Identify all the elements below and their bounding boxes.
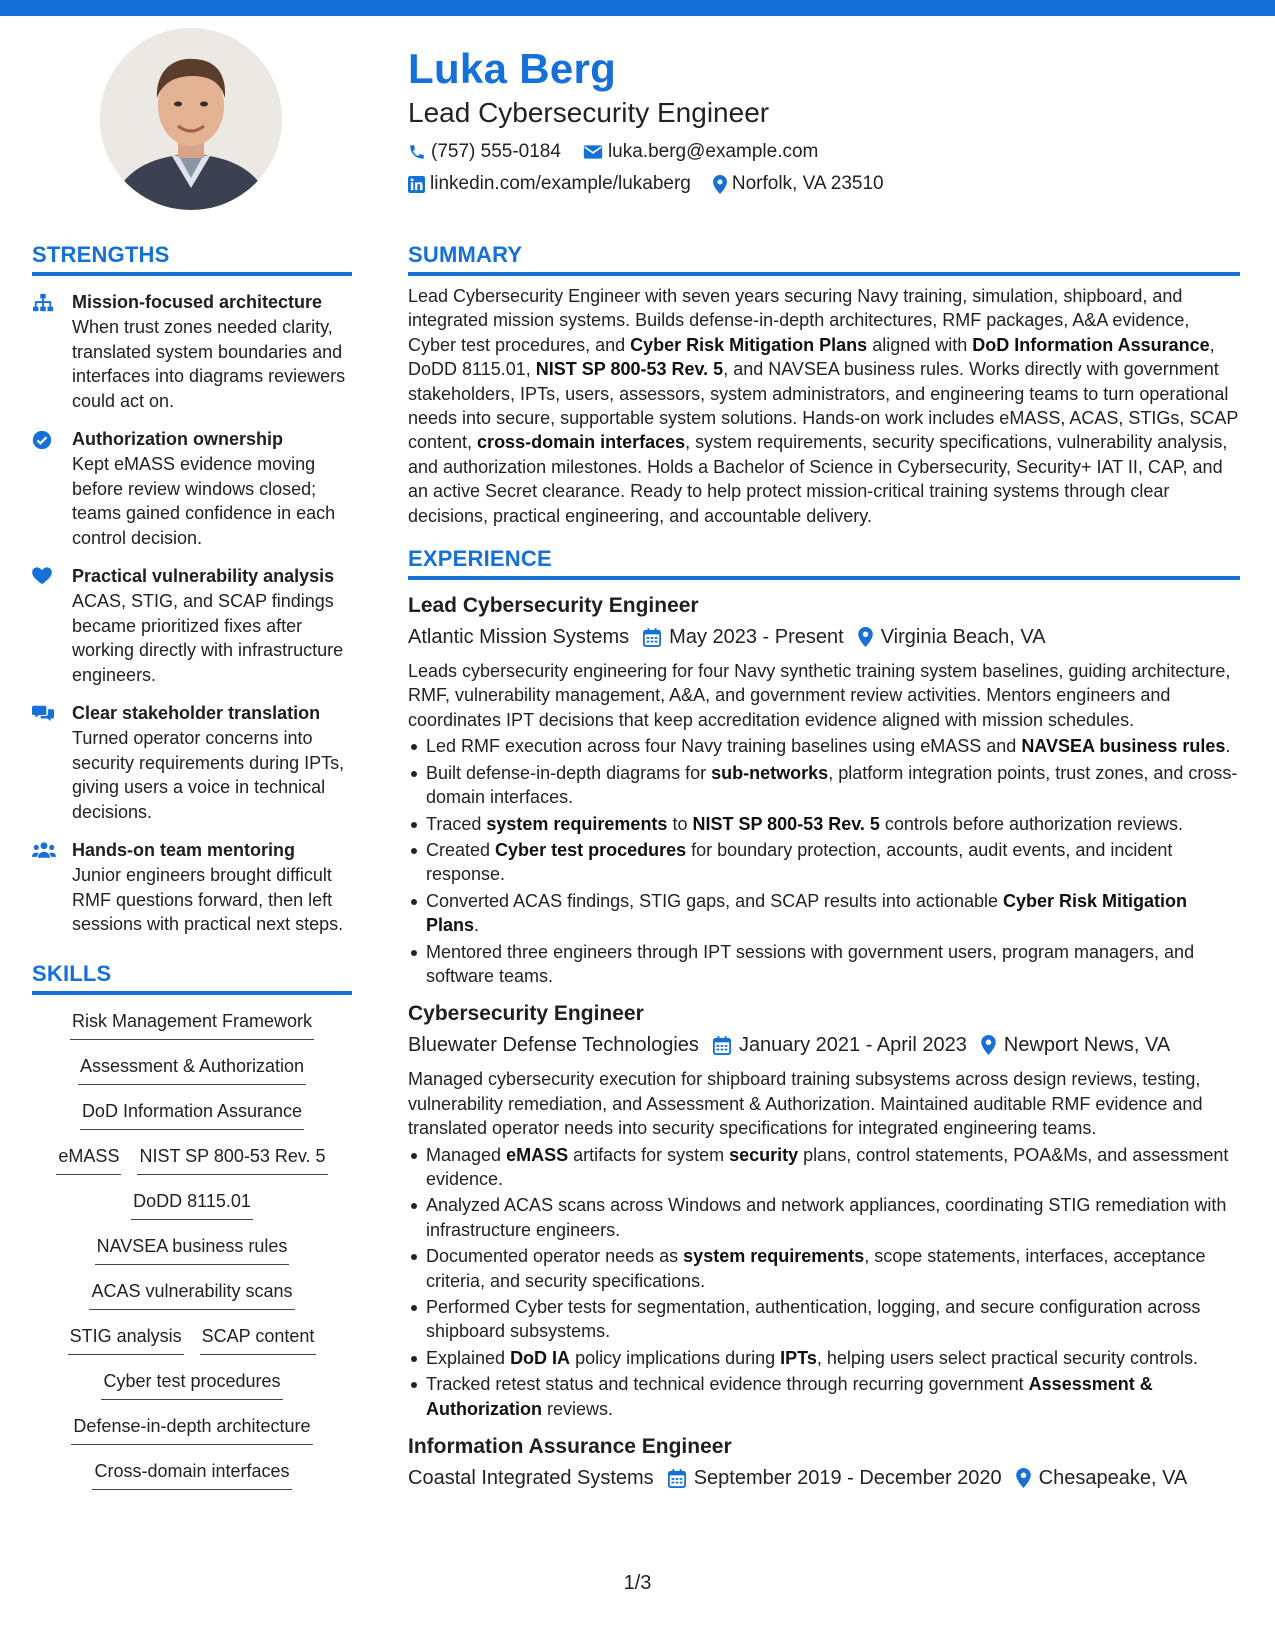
job-description: Leads cybersecurity engineering for four Navy synthetic training system baselines, guiding architecture, RMF, vulnerability management, A&A, and government review activities. Mentors engineers and coordinates IPT decisions that keep accreditation evidence aligned with mission schedules. bbox=[408, 661, 1231, 730]
candidate-name: Luka Berg bbox=[408, 45, 617, 92]
text-segment: policy implications during bbox=[570, 1347, 781, 1368]
skill-cyber-test-procedures: Cyber test procedures bbox=[101, 1367, 282, 1400]
skill-cross-domain-interfaces: Cross-domain interfaces bbox=[92, 1457, 291, 1490]
strength-description: Turned operator concerns into security requirements during IPTs, giving users a voice in technical decisions. bbox=[72, 728, 345, 822]
skill-nist-sp-800-53-rev-5: NIST SP 800-53 Rev. 5 bbox=[137, 1142, 327, 1175]
skill-navsea-business-rules: NAVSEA business rules bbox=[95, 1232, 290, 1265]
job-bullet bbox=[408, 761, 1240, 810]
text-segment: , helping users select practical security controls. bbox=[816, 1347, 1199, 1368]
text-segment: reviews. bbox=[541, 1398, 613, 1419]
text-segment: . bbox=[474, 915, 480, 936]
job-bullet bbox=[408, 1346, 1240, 1370]
strength-text bbox=[72, 290, 352, 413]
email-contact[interactable] bbox=[583, 136, 818, 168]
linkedin-contact[interactable] bbox=[408, 168, 691, 200]
job-entry bbox=[408, 1433, 1240, 1494]
bold-phrase: NIST SP 800-53 Rev. 5 bbox=[535, 359, 724, 380]
text-segment: , DoDD 8115.01, bbox=[408, 334, 1215, 380]
job-bullet bbox=[408, 1193, 1240, 1242]
bold-phrase: Cyber test procedures bbox=[495, 839, 687, 860]
skill-row bbox=[32, 1277, 352, 1322]
skill-row bbox=[32, 1097, 352, 1142]
text-segment: Tracked retest status and technical evidence through recurring government bbox=[426, 1374, 1029, 1395]
strength-description: ACAS, STIG, and SCAP findings became prioritized fixes after working directly with infrastructure engineers. bbox=[72, 591, 344, 685]
bold-phrase: cross-domain interfaces bbox=[477, 432, 686, 453]
bold-phrase: Cyber Risk Mitigation Plans bbox=[426, 890, 1188, 936]
right-column bbox=[408, 242, 1240, 1494]
text-segment: , platform integration points, trust zones, and cross-domain interfaces. bbox=[426, 762, 1238, 808]
email-text: luka.berg@example.com bbox=[607, 141, 819, 162]
job-bullet bbox=[408, 1295, 1240, 1344]
location-text: Norfolk, VA 23510 bbox=[731, 173, 884, 194]
strength-text bbox=[72, 564, 352, 687]
bold-phrase: sub-networks bbox=[711, 762, 829, 783]
text-segment: to bbox=[667, 813, 693, 834]
candidate-title: Lead Cybersecurity Engineer bbox=[408, 97, 770, 128]
skills-heading: SKILLS bbox=[32, 961, 352, 995]
strength-text bbox=[72, 838, 352, 937]
job-bullets bbox=[408, 734, 1240, 988]
strength-title: Mission-focused architecture bbox=[72, 292, 323, 312]
text-segment: , system requirements, security specifications, vulnerability analysis, and authorization milestones. Holds a Bachelor of Science in Cybersecurity, Security+ IAT II, CAP, and an active Secret clearance. Ready to help protect mission-critical training systems through clear decisions, practical engineering, and accountable delivery. bbox=[408, 432, 1228, 526]
bold-phrase: system requirements bbox=[486, 813, 668, 834]
users-icon bbox=[32, 838, 72, 937]
skill-assessment-authorization: Assessment & Authorization bbox=[78, 1052, 306, 1085]
text-segment: Built defense-in-depth diagrams for bbox=[426, 762, 712, 783]
text-segment: aligned with bbox=[867, 334, 973, 355]
skill-emass: eMASS bbox=[56, 1142, 121, 1175]
job-entry bbox=[408, 1000, 1240, 1421]
heart-icon bbox=[32, 564, 72, 687]
job-bullets bbox=[408, 1143, 1240, 1421]
experience-list bbox=[408, 592, 1240, 1494]
skill-row bbox=[32, 1367, 352, 1412]
calendar-icon bbox=[713, 1036, 731, 1055]
skill-risk-management-framework: Risk Management Framework bbox=[70, 1007, 314, 1040]
strength-title: Hands-on team mentoring bbox=[72, 840, 296, 860]
skill-row bbox=[32, 1412, 352, 1457]
strengths-list bbox=[32, 290, 352, 937]
skill-acas-vulnerability-scans: ACAS vulnerability scans bbox=[89, 1277, 294, 1310]
envelope-icon bbox=[583, 144, 603, 160]
strength-item bbox=[32, 427, 352, 550]
page-number: 1/3 bbox=[623, 1572, 652, 1594]
strength-item bbox=[32, 290, 352, 413]
calendar-icon bbox=[643, 628, 661, 647]
skill-scap-content: SCAP content bbox=[200, 1322, 317, 1355]
text-segment: Explained bbox=[426, 1347, 511, 1368]
job-bullet bbox=[408, 1244, 1240, 1293]
map-pin-icon bbox=[981, 1035, 996, 1055]
job-entry bbox=[408, 592, 1240, 988]
job-bullet bbox=[408, 734, 1240, 758]
strength-description: When trust zones needed clarity, translated system boundaries and interfaces into diagrams reviewers could act on. bbox=[72, 317, 346, 411]
job-meta bbox=[408, 621, 1240, 653]
text-segment: Lead Cybersecurity Engineer with seven years securing Navy training, simulation, shipboard, and integrated mission systems. Builds defense-in-depth architectures, RMF packages, A&A evidence, Cyber test procedures, and bbox=[408, 286, 1190, 355]
contact-row-1 bbox=[408, 136, 1238, 168]
skill-dod-information-assurance: DoD Information Assurance bbox=[80, 1097, 304, 1130]
text-segment: for boundary protection, accounts, audit events, and incident response. bbox=[426, 839, 1173, 885]
strengths-heading: STRENGTHS bbox=[32, 242, 352, 276]
profile-photo bbox=[100, 28, 282, 210]
text-segment: Documented operator needs as bbox=[426, 1246, 684, 1267]
text-segment: Managed bbox=[426, 1144, 507, 1165]
job-bullet bbox=[408, 940, 1240, 989]
job-dates-text: January 2021 - April 2023 bbox=[738, 1034, 967, 1057]
text-segment: Performed Cyber tests for segmentation, authentication, logging, and secure configuration across shipboard subsystems. bbox=[426, 1297, 1201, 1342]
text-segment: . bbox=[1225, 736, 1231, 757]
job-location bbox=[1016, 1462, 1188, 1494]
job-location bbox=[858, 621, 1046, 653]
job-title: Cybersecurity Engineer bbox=[408, 1002, 644, 1026]
strength-description: Junior engineers brought difficult RMF questions forward, then left sessions with practical next steps. bbox=[72, 865, 344, 934]
job-dates-text: September 2019 - December 2020 bbox=[693, 1467, 1002, 1490]
strength-text bbox=[72, 701, 352, 824]
text-segment: Mentored three engineers through IPT sessions with government users, program managers, and software teams. bbox=[426, 941, 1195, 986]
skill-row bbox=[32, 1322, 352, 1367]
text-segment: artifacts for system bbox=[568, 1144, 730, 1165]
sitemap-icon bbox=[32, 290, 72, 413]
job-dates bbox=[643, 621, 844, 653]
job-title: Lead Cybersecurity Engineer bbox=[408, 594, 699, 618]
skill-row bbox=[32, 1052, 352, 1097]
calendar-icon bbox=[668, 1469, 686, 1488]
job-description: Managed cybersecurity execution for shipboard training subsystems across design reviews, testing, vulnerability remediation, and Assessment & Authorization. Maintained auditable RMF evidence and translated operator needs into security specifications for integrated engineering teams. bbox=[408, 1069, 1203, 1139]
skill-dodd-8115-01: DoDD 8115.01 bbox=[131, 1187, 253, 1220]
skills-list bbox=[32, 1007, 352, 1502]
strength-item bbox=[32, 564, 352, 687]
strength-text bbox=[72, 427, 352, 550]
strength-title: Clear stakeholder translation bbox=[72, 703, 321, 723]
bold-phrase: NIST SP 800-53 Rev. 5 bbox=[692, 813, 880, 834]
contact-row-2 bbox=[408, 168, 1238, 200]
left-column bbox=[32, 242, 352, 1502]
location-contact bbox=[713, 168, 884, 200]
job-bullet bbox=[408, 812, 1240, 836]
text-segment: plans, control statements, POA&Ms, and assessment evidence. bbox=[426, 1144, 1229, 1189]
summary-heading: SUMMARY bbox=[408, 242, 1240, 276]
experience-heading: EXPERIENCE bbox=[408, 546, 1240, 580]
job-dates bbox=[713, 1029, 967, 1061]
job-bullet bbox=[408, 838, 1240, 887]
job-bullet bbox=[408, 1372, 1240, 1421]
job-company: Bluewater Defense Technologies bbox=[408, 1034, 699, 1057]
job-meta bbox=[408, 1029, 1240, 1061]
job-dates bbox=[668, 1462, 1002, 1494]
job-dates-text: May 2023 - Present bbox=[669, 626, 844, 649]
skill-row bbox=[32, 1142, 352, 1187]
linkedin-icon bbox=[408, 176, 425, 193]
job-location-text: Virginia Beach, VA bbox=[880, 626, 1046, 649]
skill-row bbox=[32, 1007, 352, 1052]
job-company: Atlantic Mission Systems bbox=[408, 626, 630, 649]
bold-phrase: NAVSEA business rules bbox=[1021, 736, 1226, 757]
top-accent-bar bbox=[0, 0, 1275, 16]
bold-phrase: IPTs bbox=[780, 1347, 817, 1368]
strength-item bbox=[32, 701, 352, 824]
bold-phrase: security bbox=[729, 1144, 799, 1165]
strength-description: Kept eMASS evidence moving before review windows closed; teams gained confidence in each control decision. bbox=[72, 454, 336, 548]
bold-phrase: Cyber Risk Mitigation Plans bbox=[630, 334, 868, 355]
bold-phrase: DoD IA bbox=[510, 1347, 571, 1368]
skill-row bbox=[32, 1457, 352, 1502]
skill-row bbox=[32, 1232, 352, 1277]
job-location bbox=[981, 1029, 1170, 1061]
job-company: Coastal Integrated Systems bbox=[408, 1467, 654, 1490]
text-segment: Converted ACAS findings, STIG gaps, and SCAP results into actionable bbox=[426, 890, 1003, 911]
phone-icon bbox=[408, 143, 426, 161]
strength-item bbox=[32, 838, 352, 937]
bold-phrase: DoD Information Assurance bbox=[972, 334, 1210, 355]
strength-title: Practical vulnerability analysis bbox=[72, 566, 335, 586]
text-segment: , scope statements, interfaces, acceptance criteria, and security specifications. bbox=[426, 1246, 1206, 1291]
bold-phrase: system requirements bbox=[683, 1246, 865, 1267]
summary-text bbox=[408, 284, 1240, 528]
bold-phrase: eMASS bbox=[506, 1144, 569, 1165]
comments-icon bbox=[32, 701, 72, 824]
map-pin-icon bbox=[713, 175, 727, 194]
resume-header bbox=[408, 44, 1238, 200]
skill-row bbox=[32, 1187, 352, 1232]
map-pin-icon bbox=[1016, 1468, 1031, 1488]
job-location-text: Newport News, VA bbox=[1003, 1034, 1171, 1057]
job-title: Information Assurance Engineer bbox=[408, 1435, 732, 1459]
text-segment: Led RMF execution across four Navy training baselines using eMASS and bbox=[426, 736, 1022, 757]
linkedin-text: linkedin.com/example/lukaberg bbox=[430, 173, 691, 194]
check-circle-icon bbox=[32, 427, 72, 550]
job-bullet bbox=[408, 1143, 1240, 1192]
phone-contact[interactable] bbox=[408, 136, 561, 168]
text-segment: Created bbox=[426, 839, 496, 860]
phone-text: (757) 555-0184 bbox=[431, 141, 561, 162]
job-location-text: Chesapeake, VA bbox=[1038, 1467, 1188, 1490]
job-meta bbox=[408, 1462, 1240, 1494]
map-pin-icon bbox=[858, 627, 873, 647]
bold-phrase: Assessment & Authorization bbox=[426, 1374, 1153, 1419]
text-segment: controls before authorization reviews. bbox=[879, 813, 1184, 834]
text-segment: Traced bbox=[426, 813, 487, 834]
text-segment: , and NAVSEA business rules. Works directly with government stakeholders, IPTs, users, assessors, system administrators, and engineering teams to turn operational needs into secure, supportable system solutions. Hands-on work includes eMASS, ACAS, STIGs, SCAP content, bbox=[408, 359, 1239, 453]
skill-defense-in-depth-architecture: Defense-in-depth architecture bbox=[71, 1412, 312, 1445]
strength-title: Authorization ownership bbox=[72, 429, 283, 449]
skill-stig-analysis: STIG analysis bbox=[68, 1322, 184, 1355]
job-bullet bbox=[408, 889, 1240, 938]
text-segment: Analyzed ACAS scans across Windows and network appliances, coordinating STIG remediation with infrastructure engineers. bbox=[426, 1195, 1227, 1240]
